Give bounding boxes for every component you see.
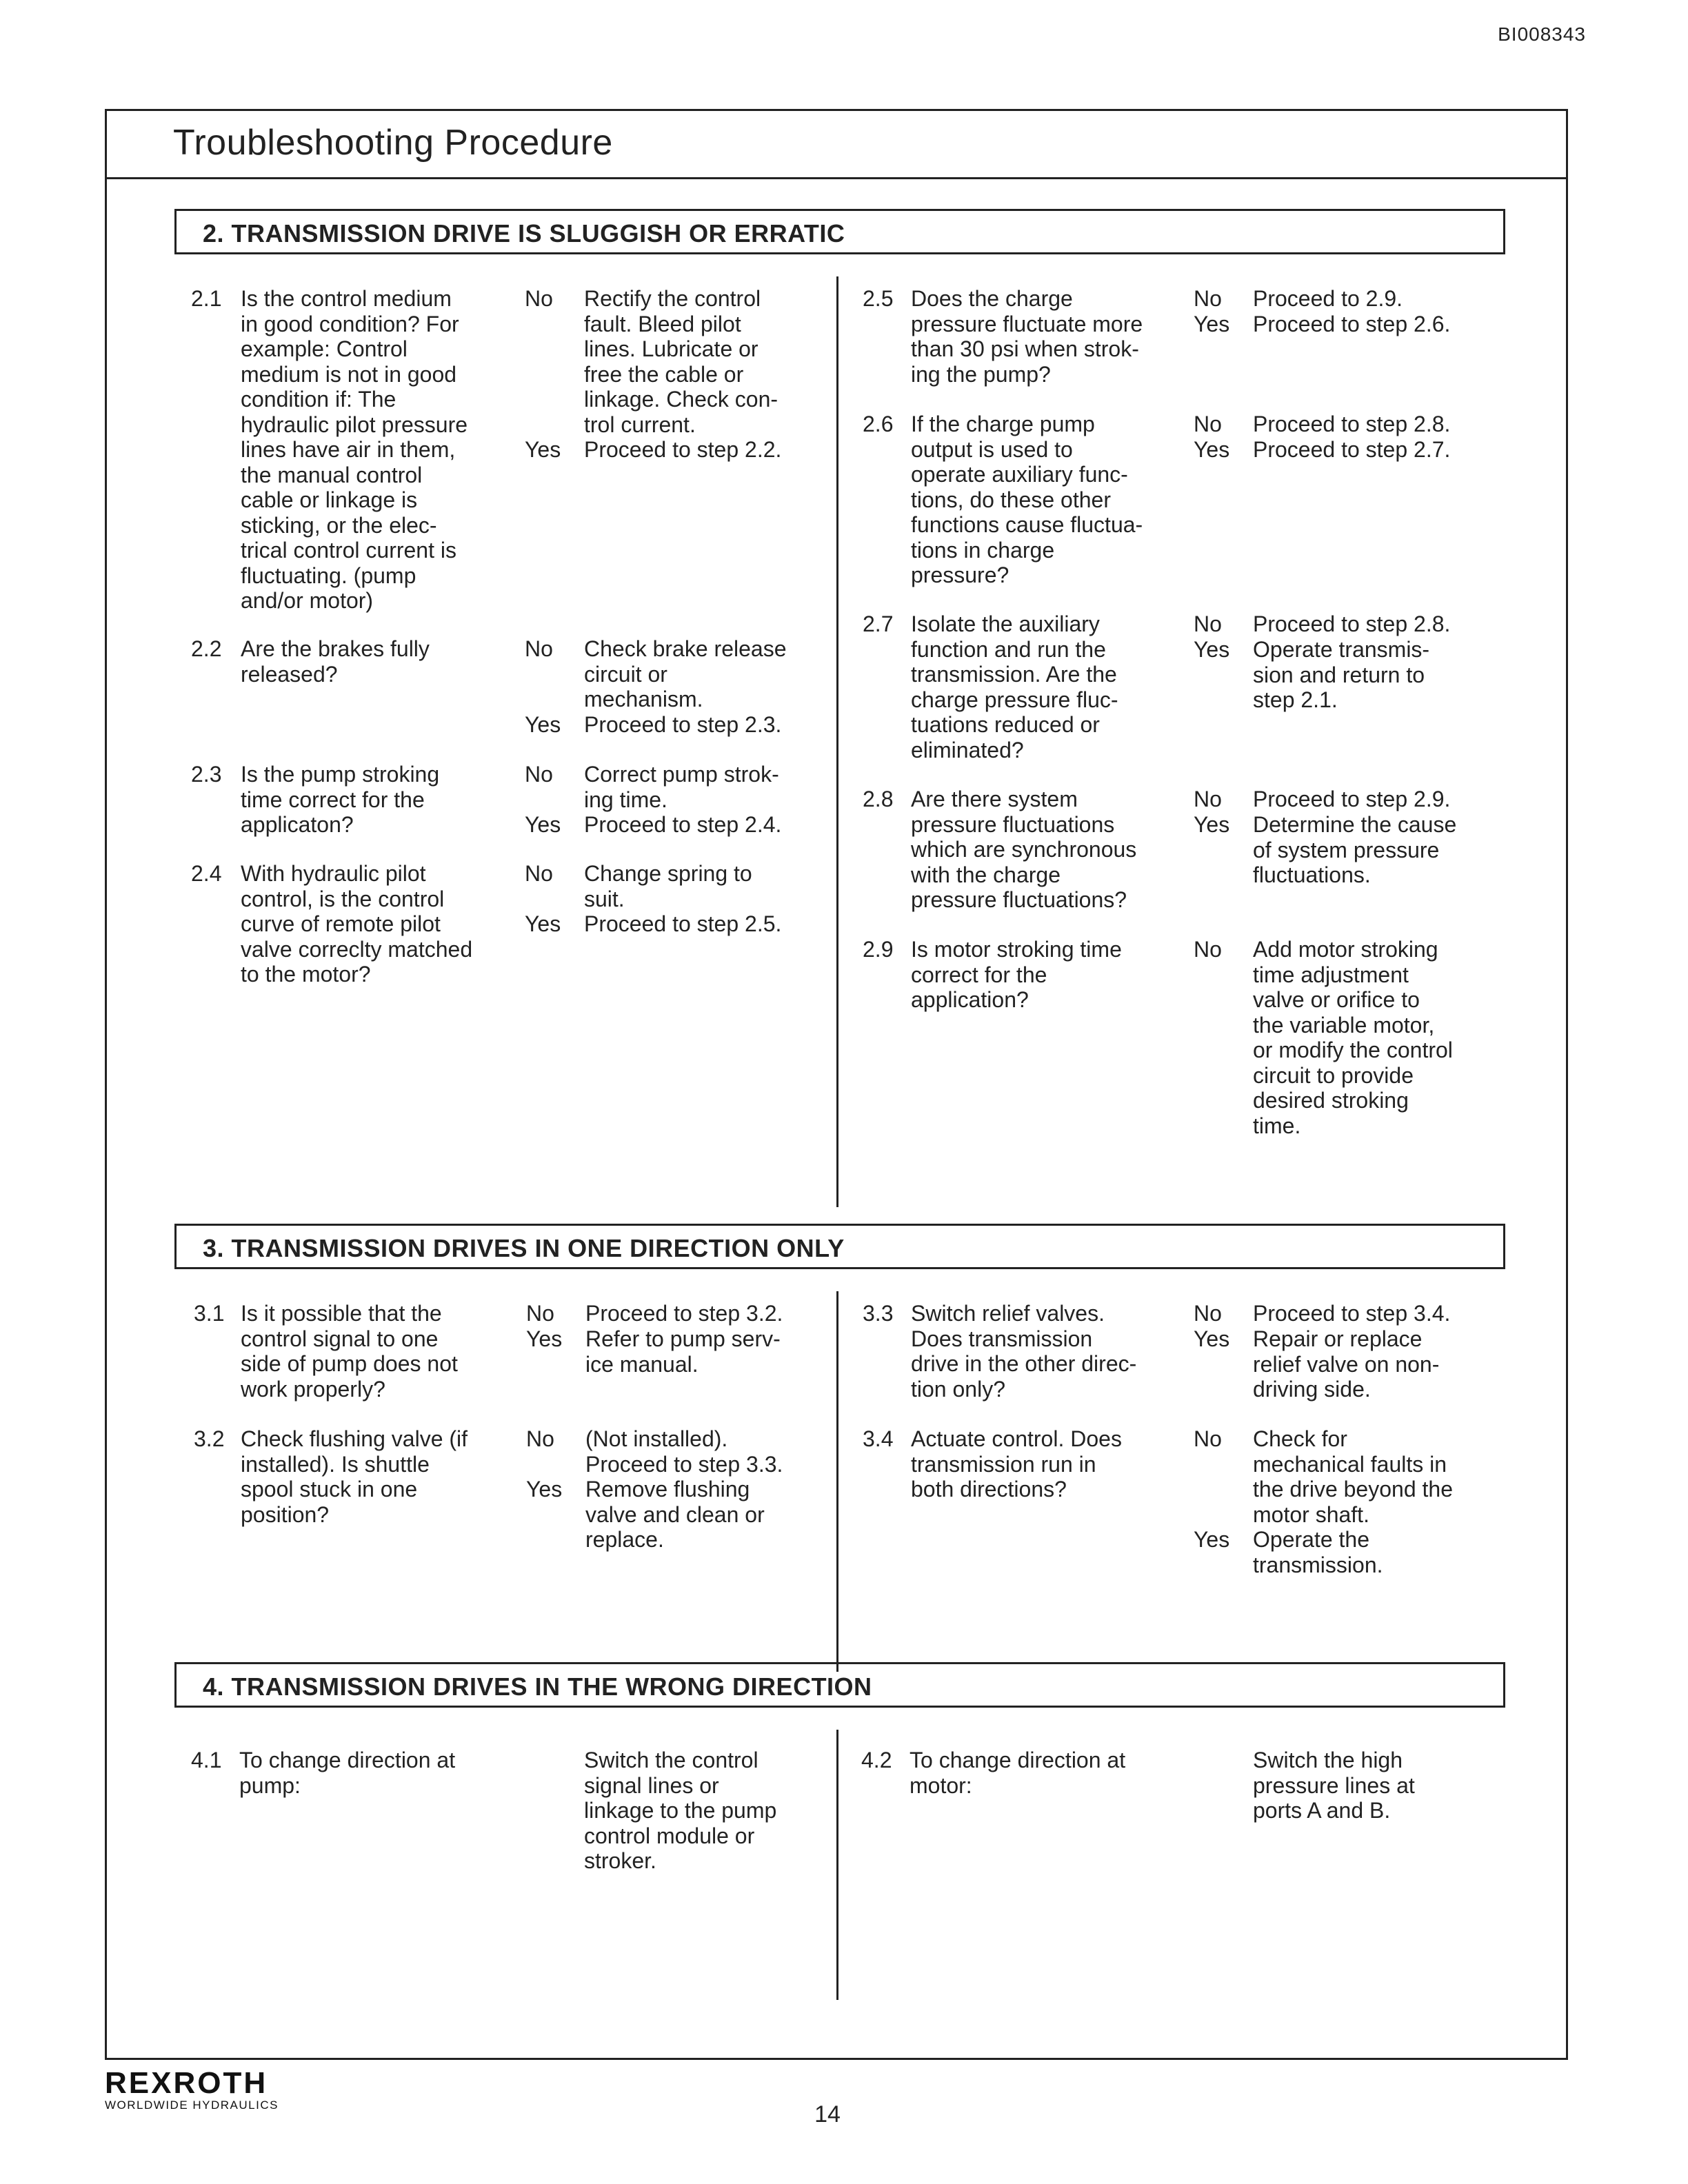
step-question: Is it possible that the control signal to one side of pump does not work properly?	[241, 1301, 458, 1402]
step-number: 2.8	[863, 787, 894, 811]
action-yes: Proceed to step 2.5.	[584, 911, 782, 936]
answer-no: No	[525, 762, 553, 787]
step-number: 2.7	[863, 611, 894, 636]
step-question: Isolate the auxiliary function and run the transmission. Are the charge pressure fluc- tuations reduced or eliminated?	[911, 611, 1118, 762]
action-yes: Operate the transmission.	[1253, 1527, 1383, 1577]
action-no: Proceed to 2.9.	[1253, 286, 1403, 311]
step-number: 2.1	[191, 286, 222, 311]
step-number: 3.4	[863, 1426, 894, 1451]
answer-no: No	[525, 636, 553, 661]
step-number: 3.1	[194, 1301, 225, 1326]
answer-yes: Yes	[525, 712, 561, 737]
answer-yes: Yes	[1194, 437, 1230, 462]
title-bar	[107, 111, 1566, 179]
section-heading-2	[174, 209, 1505, 254]
action-yes: Proceed to step 2.7.	[1253, 437, 1451, 462]
answer-no: No	[525, 286, 553, 311]
answer-no: No	[1194, 1301, 1222, 1326]
step-question: Is the pump stroking time correct for the applicaton?	[241, 762, 440, 837]
step-number: 2.4	[191, 861, 222, 886]
step-question: Switch relief valves. Does transmission drive in the other direc- tion only?	[911, 1301, 1137, 1402]
step-question: With hydraulic pilot control, is the control curve of remote pilot valve correclty matched to the motor?	[241, 861, 473, 987]
step-question: Does the charge pressure fluctuate more than 30 psi when strok- ing the pump?	[911, 286, 1143, 387]
section-heading-text: 2. TRANSMISSION DRIVE IS SLUGGISH OR ERRATIC	[203, 219, 845, 247]
step-question: Is the control medium in good condition? For example: Control medium is not in good condition if: The hydraulic pilot pressure lines have air in them, the manual control cable or linkage is sticking, or the elec- trical control current is fluctuating. (pump and/or motor)	[241, 286, 468, 613]
answer-yes: Yes	[1194, 1326, 1230, 1351]
step-number: 3.2	[194, 1426, 225, 1451]
step-number: 3.3	[863, 1301, 894, 1326]
answer-yes: Yes	[1194, 637, 1230, 662]
answer-no: No	[1194, 286, 1222, 311]
document-id: BI008343	[1498, 23, 1586, 45]
action-no: Proceed to step 2.8.	[1253, 412, 1451, 436]
step-question: If the charge pump output is used to operate auxiliary func- tions, do these other functions cause fluctua- tions in charge pressure?	[911, 412, 1143, 587]
answer-yes: Yes	[525, 812, 561, 837]
step-question: Are the brakes fully released?	[241, 636, 430, 687]
answer-yes: Yes	[526, 1477, 563, 1502]
answer-no: No	[1194, 937, 1222, 962]
column-divider	[836, 1291, 838, 1672]
rexroth-logo	[105, 2068, 279, 2112]
action-no: Rectify the control fault. Bleed pilot lines. Lubricate or free the cable or linkage. Check con- trol current.	[584, 286, 778, 437]
step-number: 2.6	[863, 412, 894, 436]
action-yes: Operate transmis- sion and return to step 2.1.	[1253, 637, 1430, 712]
action-yes: Proceed to step 2.4.	[584, 812, 782, 837]
page-title: Troubleshooting Procedure	[173, 123, 613, 163]
action-no: Proceed to step 3.2.	[585, 1301, 783, 1326]
action-yes: Proceed to step 2.6.	[1253, 312, 1451, 336]
step-number: 2.3	[191, 762, 222, 787]
action-no: Proceed to step 2.8.	[1253, 611, 1451, 636]
step-number: 4.2	[861, 1748, 892, 1772]
answer-yes: Yes	[1194, 312, 1230, 336]
page-frame	[105, 109, 1568, 2060]
action-no: Proceed to step 2.9.	[1253, 787, 1451, 811]
step-number: 4.1	[191, 1748, 222, 1772]
section-heading-4	[174, 1662, 1505, 1708]
action-no: Correct pump strok- ing time.	[584, 762, 779, 812]
answer-no: No	[526, 1301, 554, 1326]
section-heading-text: 3. TRANSMISSION DRIVES IN ONE DIRECTION ONLY	[203, 1234, 845, 1262]
step-question: Are there system pressure fluctuations which are synchronous with the charge pressure fluctuations?	[911, 787, 1137, 912]
action-yes: Determine the cause of system pressure fluctuations.	[1253, 812, 1457, 887]
answer-yes: Yes	[1194, 812, 1230, 837]
answer-yes: Yes	[525, 437, 561, 462]
action-no: Proceed to step 3.4.	[1253, 1301, 1451, 1326]
answer-no: No	[526, 1426, 554, 1451]
action-yes: Refer to pump serv- ice manual.	[585, 1326, 781, 1377]
step-question: Actuate control. Does transmission run in both directions?	[911, 1426, 1122, 1502]
action-yes: Remove flushing valve and clean or replace.	[585, 1477, 765, 1552]
column-divider	[836, 276, 838, 1207]
column-divider	[836, 1730, 838, 2000]
action-no: (Not installed). Proceed to step 3.3.	[585, 1426, 783, 1477]
action-no: Add motor stroking time adjustment valve or orifice to the variable motor, or modify the control circuit to provide desired stroking time.	[1253, 937, 1453, 1138]
step-question: To change direction at motor:	[910, 1748, 1126, 1798]
answer-no: No	[1194, 1426, 1222, 1451]
step-number: 2.5	[863, 286, 894, 311]
answer-yes: Yes	[1194, 1527, 1230, 1552]
answer-no: No	[1194, 611, 1222, 636]
action-no: Change spring to suit.	[584, 861, 752, 911]
step-number: 2.9	[863, 937, 894, 962]
answer-yes: Yes	[525, 911, 561, 936]
section-heading-text: 4. TRANSMISSION DRIVES IN THE WRONG DIRECTION	[203, 1672, 872, 1701]
step-question: Check flushing valve (if installed). Is shuttle spool stuck in one position?	[241, 1426, 468, 1527]
answer-no: No	[1194, 412, 1222, 436]
step-question: To change direction at pump:	[239, 1748, 456, 1798]
logo-wordmark: REXROTH	[105, 2066, 268, 2100]
answer-no: No	[525, 861, 553, 886]
action-no: Check brake release circuit or mechanism.	[584, 636, 787, 711]
answer-yes: Yes	[526, 1326, 563, 1351]
action-yes: Proceed to step 2.2.	[584, 437, 782, 462]
logo-tagline: WORLDWIDE HYDRAULICS	[105, 2099, 279, 2112]
action-yes: Proceed to step 2.3.	[584, 712, 782, 737]
answer-no: No	[1194, 787, 1222, 811]
action-no: Check for mechanical faults in the drive beyond the motor shaft.	[1253, 1426, 1453, 1527]
step-question: Is motor stroking time correct for the application?	[911, 937, 1122, 1012]
action-text: Switch the high pressure lines at ports A and B.	[1253, 1748, 1415, 1823]
step-number: 2.2	[191, 636, 222, 661]
section-heading-3	[174, 1224, 1505, 1269]
action-yes: Repair or replace relief valve on non- driving side.	[1253, 1326, 1440, 1402]
action-text: Switch the control signal lines or linkage to the pump control module or stroker.	[584, 1748, 777, 1873]
page-number: 14	[814, 2101, 841, 2127]
